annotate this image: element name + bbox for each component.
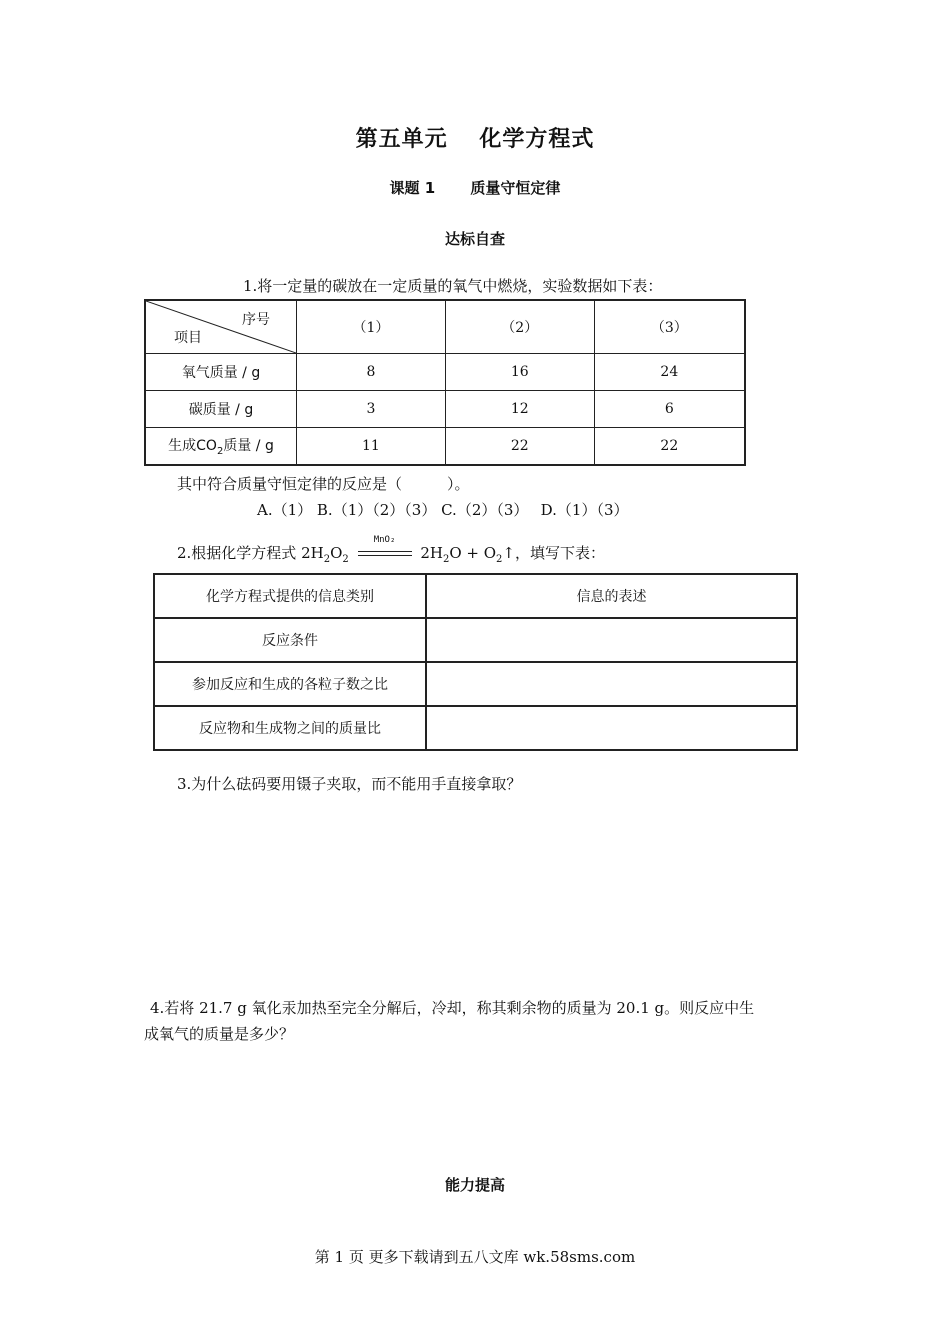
experiment-data-table: [144, 299, 746, 466]
blank-answer-cell[interactable]: [426, 618, 797, 662]
column-header: （1）: [297, 300, 446, 354]
equation-info-table: [153, 573, 798, 751]
row-label: 碳质量 / g: [145, 391, 297, 428]
table-cell: 3: [297, 391, 446, 428]
question-1-prompt: 其中符合质量守恒定律的反应是（ ）。: [177, 475, 470, 493]
section-heading-improvement: 能力提高: [444, 1176, 505, 1194]
row-label: 反应物和生成物之间的质量比: [154, 706, 426, 750]
diagonal-header-cell: [145, 300, 297, 354]
table-cell: 8: [297, 354, 446, 391]
table-cell: 16: [445, 354, 594, 391]
table-row: [154, 706, 797, 750]
row-label: 生成$CO_2$质量 / g: [145, 428, 297, 466]
section-heading-self-check: 达标自查: [444, 230, 505, 248]
table-row: [145, 391, 745, 428]
column-header: 信息的表述: [426, 574, 797, 618]
blank-answer-cell[interactable]: [426, 662, 797, 706]
table-cell: 11: [297, 428, 446, 466]
question-4-line-1: 4.若将 21.7 g 氧化汞加热至完全分解后，冷却，称其剩余物的质量为 20.1 g。则反应中生: [150, 999, 755, 1017]
column-header: （3）: [594, 300, 745, 354]
question-1-text: 1.将一定量的碳放在一定质量的氧气中燃烧，实验数据如下表：: [243, 277, 663, 295]
table-cell: 24: [594, 354, 745, 391]
question-2-text: 2.根据化学方程式 $2H_2O_2$ MnO₂ $2H_2O$ + $O_2↑$，填写下表：: [177, 542, 605, 571]
catalyst-equals-sign: [358, 535, 412, 565]
row-label: 参加反应和生成的各粒子数之比: [154, 662, 426, 706]
table-row: [154, 662, 797, 706]
table-row: [145, 354, 745, 391]
column-header: （2）: [445, 300, 594, 354]
table-row: [154, 618, 797, 662]
row-label: 反应条件: [154, 618, 426, 662]
question-4-line-2: 成氧气的质量是多少？: [144, 1025, 295, 1043]
page-footer: 第 1 页 更多下载请到五八文库 wk.58sms.com: [314, 1248, 636, 1266]
row-label: 氧气质量 / g: [145, 354, 297, 391]
lesson-title: 课题 1 质量守恒定律: [389, 179, 561, 197]
table-row: [145, 428, 745, 466]
question-3-text: 3.为什么砝码要用镊子夹取，而不能用手直接拿取？: [177, 775, 522, 793]
table-cell: 22: [594, 428, 745, 466]
blank-answer-cell[interactable]: [426, 706, 797, 750]
table-header-row: [154, 574, 797, 618]
header-sequence-label: 序号: [242, 312, 270, 328]
table-cell: 6: [594, 391, 745, 428]
catalyst-label: MnO₂: [373, 535, 396, 545]
question-1-options: A.（1） B.（1）（2）（3） C.（2）（3） D.（1）（3）: [257, 501, 629, 519]
column-header: 化学方程式提供的信息类别: [154, 574, 426, 618]
header-item-label: 项目: [174, 330, 202, 346]
diagonal-line: [146, 301, 296, 353]
table-header-row: [145, 300, 745, 354]
page-title: 第五单元 化学方程式: [355, 127, 595, 152]
table-cell: 12: [445, 391, 594, 428]
table-cell: 22: [445, 428, 594, 466]
